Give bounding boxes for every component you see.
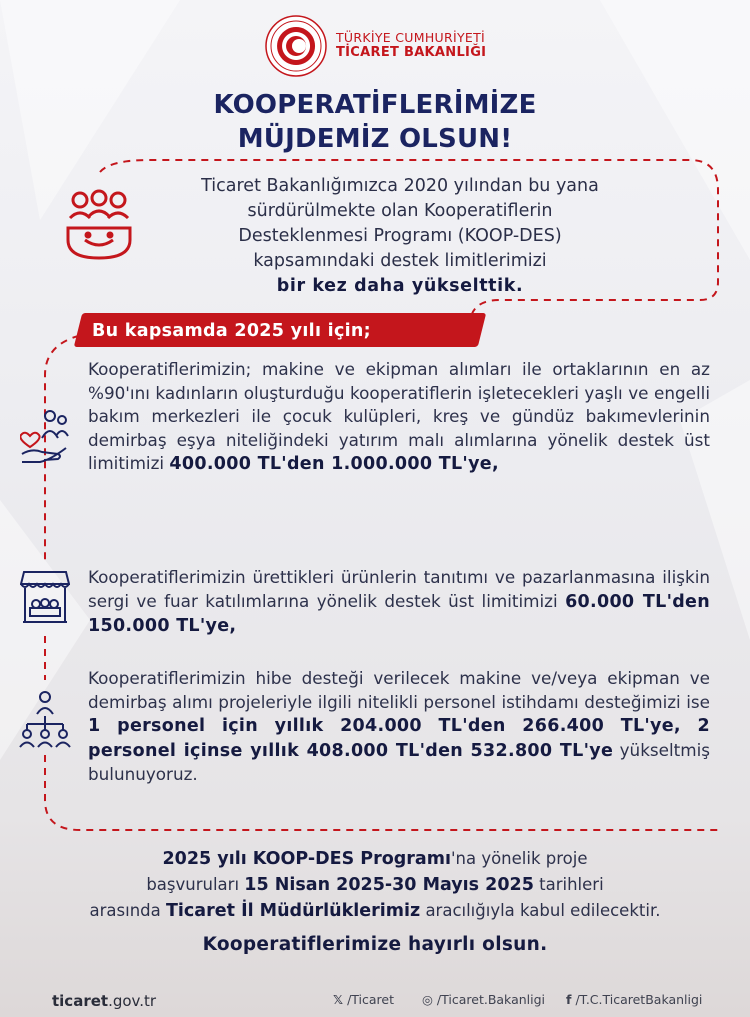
website-domain: .gov.tr: [108, 992, 157, 1010]
support-item-2-text: Kooperatiflerimizin ürettikleri ürünlerin tanıtımı ve pazarlanmasına ilişkin sergi ve fuar katılımlarına yönelik destek üst limitimizi: [88, 567, 710, 611]
facebook-handle: /T.C.TicaretBakanligi: [575, 992, 703, 1007]
x-link[interactable]: [333, 992, 394, 1007]
instagram-icon: ◎: [422, 992, 433, 1007]
market-stall-icon: [20, 568, 70, 626]
website-link[interactable]: [52, 992, 156, 1010]
x-handle: /Ticaret: [347, 992, 395, 1007]
website-bold: ticaret: [52, 992, 109, 1010]
intro-line: Desteklenmesi Programı (KOOP-DES): [238, 226, 562, 246]
directorates: Ticaret İl Müdürlüklerimiz: [166, 901, 421, 921]
acceptance-text: aracılığıyla kabul edilecektir.: [425, 901, 661, 920]
program-name: 2025 yılı KOOP-DES Programı: [162, 849, 451, 869]
closing-message: Kooperatiflerimize hayırlı olsun.: [202, 934, 548, 955]
facebook-icon: f: [566, 992, 572, 1007]
dates-suffix: tarihleri: [539, 875, 604, 894]
org-line2: TİCARET BAKANLIĞI: [336, 45, 487, 60]
support-item-1: [88, 358, 710, 477]
intro-emphasis: bir kez daha yükselttik.: [276, 276, 524, 296]
x-icon: 𝕏: [333, 992, 344, 1007]
support-item-1-limit: 400.000 TL'den 1.000.000 TL'ye,: [169, 454, 499, 474]
section-banner-label: Bu kapsamda 2025 yılı için;: [92, 321, 371, 341]
intro-text: [120, 174, 680, 299]
intro-line: Ticaret Bakanlığımızca 2020 yılından bu yana: [201, 176, 599, 196]
support-item-3-tail: yükseltmiş bulunuyoruz.: [88, 739, 710, 784]
application-line-3: [0, 898, 750, 924]
page-title-line2: MÜJDEMİZ OLSUN!: [237, 124, 513, 154]
applications-label: başvuruları: [146, 875, 240, 894]
instagram-link[interactable]: [422, 992, 545, 1007]
application-line-2: [0, 872, 750, 898]
support-item-1-text: Kooperatiflerimizin; makine ve ekipman alımları ile ortaklarının en az %90'ını kadınların oluşturduğu kooperatiflerin işletecekleri yaşlı ve engelli bakım merkezleri ile çocuk kulüpleri, kreş ve gündüz bakımevlerinin demirbaş eşya niteliğindeki yatırım malı alımlarına yönelik destek üst limitimizi: [88, 359, 710, 473]
support-item-3-text: Kooperatiflerimizin hibe desteği verilecek makine ve/veya ekipman ve demirbaş alımı projeleriyle ilgili nitelikli personel istihdamı desteğimizi ise: [88, 668, 710, 712]
org-network-icon: [18, 690, 72, 748]
application-dates: 15 Nisan 2025-30 Mayıs 2025: [244, 875, 534, 895]
support-item-3: [88, 667, 710, 787]
facebook-link[interactable]: [566, 992, 702, 1007]
support-item-2: [88, 566, 710, 639]
application-line-1: [0, 846, 750, 872]
program-suffix: 'na yönelik proje: [450, 849, 588, 868]
care-hands-icon: [20, 408, 70, 466]
page-title-line1: KOOPERATİFLERİMİZE: [213, 90, 537, 120]
support-item-3-limit: 1 personel için yıllık 204.000 TL'den 266.400 TL'ye, 2 personel içinse yıllık 408.000 TL'den 532.800 TL'ye: [88, 716, 710, 761]
intro-line: kapsamındaki destek limitlerimizi: [253, 251, 547, 271]
intro-line: sürdürülmekte olan Kooperatiflerin: [247, 201, 553, 221]
between-label: arasında: [89, 901, 161, 920]
org-line1: TÜRKİYE CUMHURİYETİ: [336, 30, 485, 45]
support-item-2-limit: 60.000 TL'den 150.000 TL'ye,: [88, 591, 710, 636]
instagram-handle: /Ticaret.Bakanligi: [436, 992, 546, 1007]
